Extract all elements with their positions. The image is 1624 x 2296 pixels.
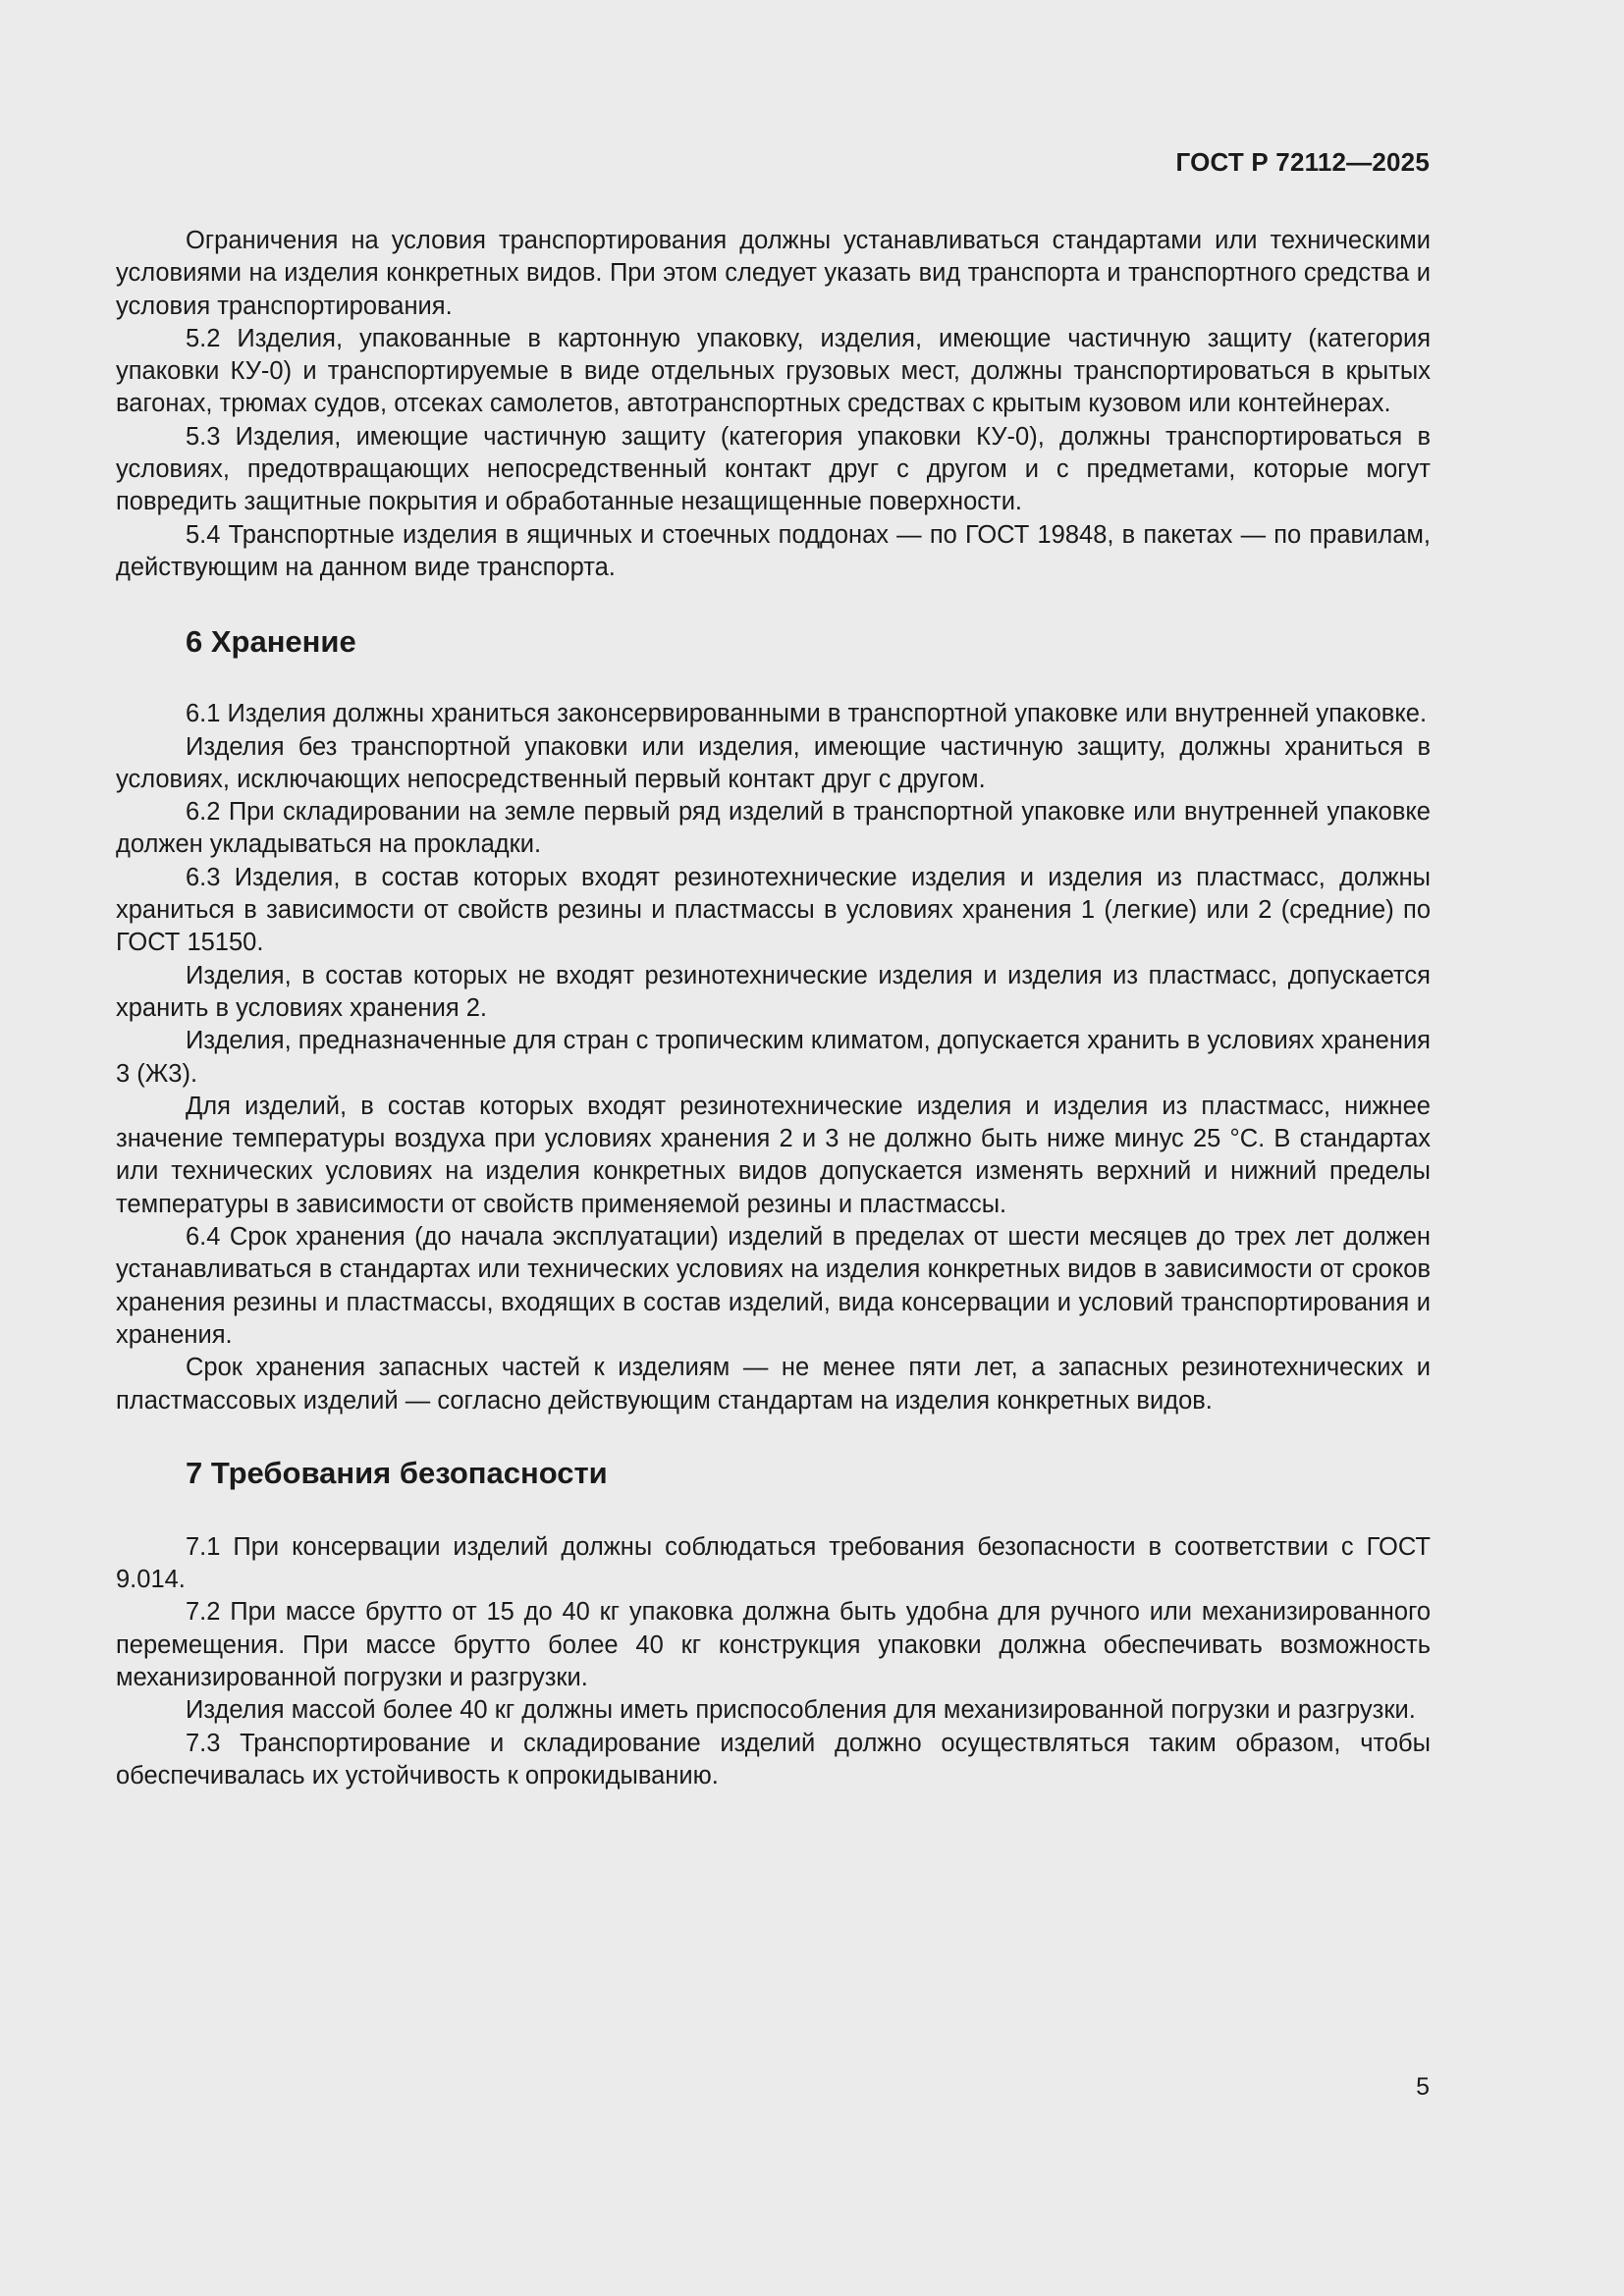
document-code: ГОСТ Р 72112—2025 [1175,147,1430,177]
section-heading-storage: 6 Хранение [186,624,356,660]
paragraph: 5.2 Изделия, упакованные в картонную упаковку, изделия, имеющие частичную защиту (категория упаковки КУ-0) и транспортируемые в виде отдельных грузовых мест, должны транспортироваться в крытых вагонах, трюмах судов, отсеках самолетов, автотранспортных средствах с крытым кузовом или контейнерах. [116,324,1431,418]
paragraph: 7.2 При массе брутто от 15 до 40 кг упаковка должна быть удобна для ручного или механизированного перемещения. При массе брутто более 40 кг конструкция упаковки должна обеспечивать возможность механизированной погрузки и разгрузки. [116,1598,1431,1691]
paragraph: Ограничения на условия транспортирования должны устанавливаться стандартами или техническими условиями на изделия конкретных видов. При этом следует указать вид транспорта и транспортного средства и условия транспортирования. [116,227,1431,320]
paragraph: 5.3 Изделия, имеющие частичную защиту (категория упаковки КУ-0), должны транспортироваться в условиях, предотвращающих непосредственный контакт друг с другом и с предметами, которые могут повредить защитные покрытия и обработанные незащищенные поверхности. [116,422,1431,516]
paragraph: Для изделий, в состав которых входят резинотехнические изделия и изделия из пластмасс, нижнее значение температуры воздуха при условиях хранения 2 и 3 не должно быть ниже минус 25 °С. В стандартах или технических условиях на изделия конкретных видов допускается изменять верхний и нижний пределы температуры в зависимости от свойств применяемой резины и пластмассы. [116,1092,1431,1218]
paragraph: Изделия, предназначенные для стран с тропическим климатом, допускается хранить в условиях хранения 3 (Ж3). [116,1027,1431,1088]
paragraph: 7.3 Транспортирование и складирование изделий должно осуществляться таким образом, чтобы обеспечивалась их устойчивость к опрокидыванию. [116,1729,1431,1789]
paragraph: Изделия массой более 40 кг должны иметь приспособления для механизированной погрузки и разгрузки. [186,1696,1416,1725]
page-content [116,225,1431,1792]
page-number: 5 [1416,2073,1430,2101]
paragraph: 6.2 При складировании на земле первый ряд изделий в транспортной упаковке или внутренней упаковке должен укладываться на прокладки. [116,798,1431,859]
paragraph: 7.1 При консервации изделий должны соблюдаться требования безопасности в соответствии с ГОСТ 9.014. [116,1532,1431,1594]
paragraph: Изделия, в состав которых не входят резинотехнические изделия и изделия из пластмасс, допускается хранить в условиях хранения 2. [116,961,1431,1022]
paragraph: 6.1 Изделия должны храниться законсервированными в транспортной упаковке или внутренней упаковке. [186,700,1428,728]
paragraph: 6.4 Срок хранения (до начала эксплуатации) изделий в пределах от шести месяцев до трех лет должен устанавливаться в стандартах или технических условиях на изделия конкретных видов в зависимости от сроков хранения резины и пластмассы, входящих в состав изделий, вида консервации и условий транспортирования и хранения. [116,1223,1431,1349]
paragraph: Изделия без транспортной упаковки или изделия, имеющие частичную защиту, должны храниться в условиях, исключающих непосредственный первый контакт друг с другом. [116,732,1431,793]
paragraph: 5.4 Транспортные изделия в ящичных и стоечных поддонах — по ГОСТ 19848, в пакетах — по правилам, действующим на данном виде транспорта. [116,520,1431,581]
paragraph: 6.3 Изделия, в состав которых входят резинотехнические изделия и изделия из пластмасс, должны храниться в зависимости от свойств резины и пластмассы в условиях хранения 1 (легкие) или 2 (средние) по ГОСТ 15150. [116,863,1431,957]
section-heading-safety: 7 Требования безопасности [186,1455,608,1490]
paragraph: Срок хранения запасных частей к изделиям — не менее пяти лет, а запасных резинотехнических и пластмассовых изделий — согласно действующим стандартам на изделия конкретных видов. [116,1354,1431,1415]
